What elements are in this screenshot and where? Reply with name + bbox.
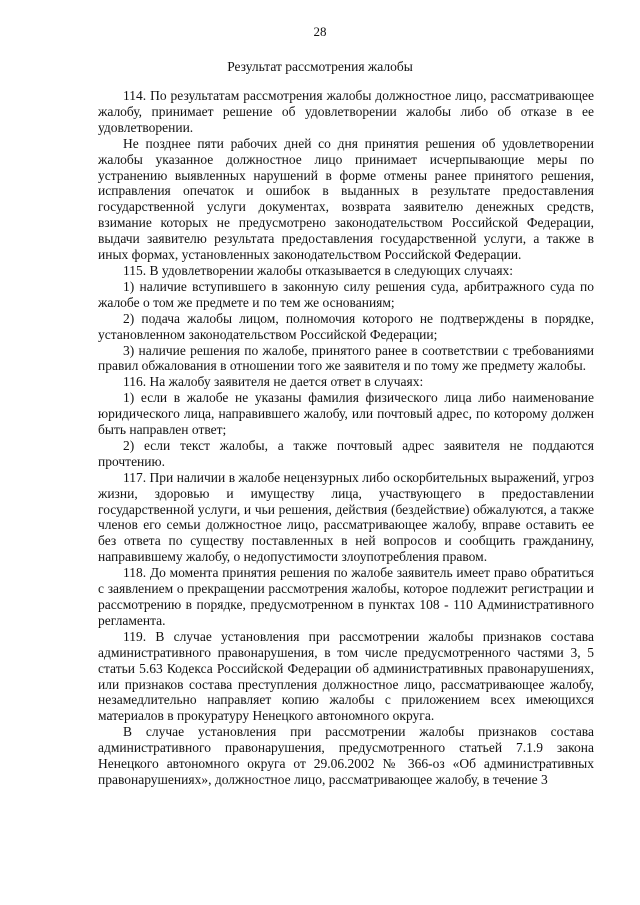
paragraph-114: 114. По результатам рассмотрения жалобы должностное лицо, рассматривающее жалобу, принимает решение об удовлетворении жалобы либо об отказе в ее удовлетворении. — [98, 88, 594, 135]
document-body — [98, 88, 594, 788]
paragraph-119-continued: В случае установления при рассмотрении жалобы признаков состава административного правонарушения, предусмотренного статьей 7.1.9 закона Ненецкого автономного округа от 29.06.2002 № 366-оз «Об административных правонарушениях», должностное лицо, рассматривающее жалобу, в течение 3 — [98, 724, 594, 787]
paragraph-116: 116. На жалобу заявителя не дается ответ в случаях: — [123, 374, 424, 390]
paragraph-114-measures: Не позднее пяти рабочих дней со дня принятия решения об удовлетворении жалобы указанное должностное лицо принимает исчерпывающие меры по устранению выявленных нарушений в форме отмены ранее принятого решения, исправления опечаток и ошибок в выданных в результате предоставления государственной услуги документах, возврата заявителю денежных средств, взимание которых не предусмотрено законодательством Российской Федерации, выдачи заявителю результата предоставления государственной услуги, а также в иных формах, установленных законодательством Российской Федерации. — [98, 135, 594, 263]
page-number: 28 — [313, 24, 327, 39]
paragraph-116-item-1: 1) если в жалобе не указаны фамилия физического лица либо наименование юридического лица, направившего жалобу, или почтовый адрес, по которому должен быть направлен ответ; — [98, 390, 594, 438]
paragraph-117: 117. При наличии в жалобе нецензурных либо оскорбительных выражений, угроз жизни, здоровью и имуществу лица, участвующего в предоставлении государственной услуги, и чьи решения, действия (бездействие) обжалуются, а также членов его семьи должностное лицо, рассматривающее жалобу, вправе оставить ее без ответа по существу поставленных в ней вопросов и сообщить гражданину, направившему жалобу, о недопустимости злоупотребления правом. — [98, 469, 594, 565]
section-title: Результат рассмотрения жалобы — [227, 59, 413, 74]
paragraph-115: 115. В удовлетворении жалобы отказывается в следующих случаях: — [123, 262, 514, 278]
paragraph-115-item-3: 3) наличие решения по жалобе, принятого ранее в соответствии с требованиями правил обжалования в отношении того же заявителя и по тому же предмету жалобы. — [98, 342, 594, 374]
paragraph-116-item-2: 2) если текст жалобы, а также почтовый адрес заявителя не поддаются прочтению. — [98, 437, 594, 469]
paragraph-119: 119. В случае установления при рассмотрении жалобы признаков состава административного правонарушения, в том числе предусмотренного частями 3, 5 статьи 5.63 Кодекса Российской Федерации об административных правонарушениях, или признаков состава преступления должностное лицо, рассматривающее жалобу, незамедлительно направляет копию жалобы с приложением всех имеющихся материалов в прокуратуру Ненецкого автономного округа. — [98, 628, 594, 724]
paragraph-118: 118. До момента принятия решения по жалобе заявитель имеет право обратиться с заявлением о прекращении рассмотрения жалобы, которое подлежит регистрации и рассмотрению в порядке, предусмотренном в пунктах 108 - 110 Административного регламента. — [98, 565, 594, 628]
paragraph-115-item-1: 1) наличие вступившего в законную силу решения суда, арбитражного суда по жалобе о том же предмете и по тем же основаниям; — [98, 278, 594, 310]
paragraph-115-item-2: 2) подача жалобы лицом, полномочия которого не подтверждены в порядке, установленном законодательством Российской Федерации; — [98, 310, 594, 342]
